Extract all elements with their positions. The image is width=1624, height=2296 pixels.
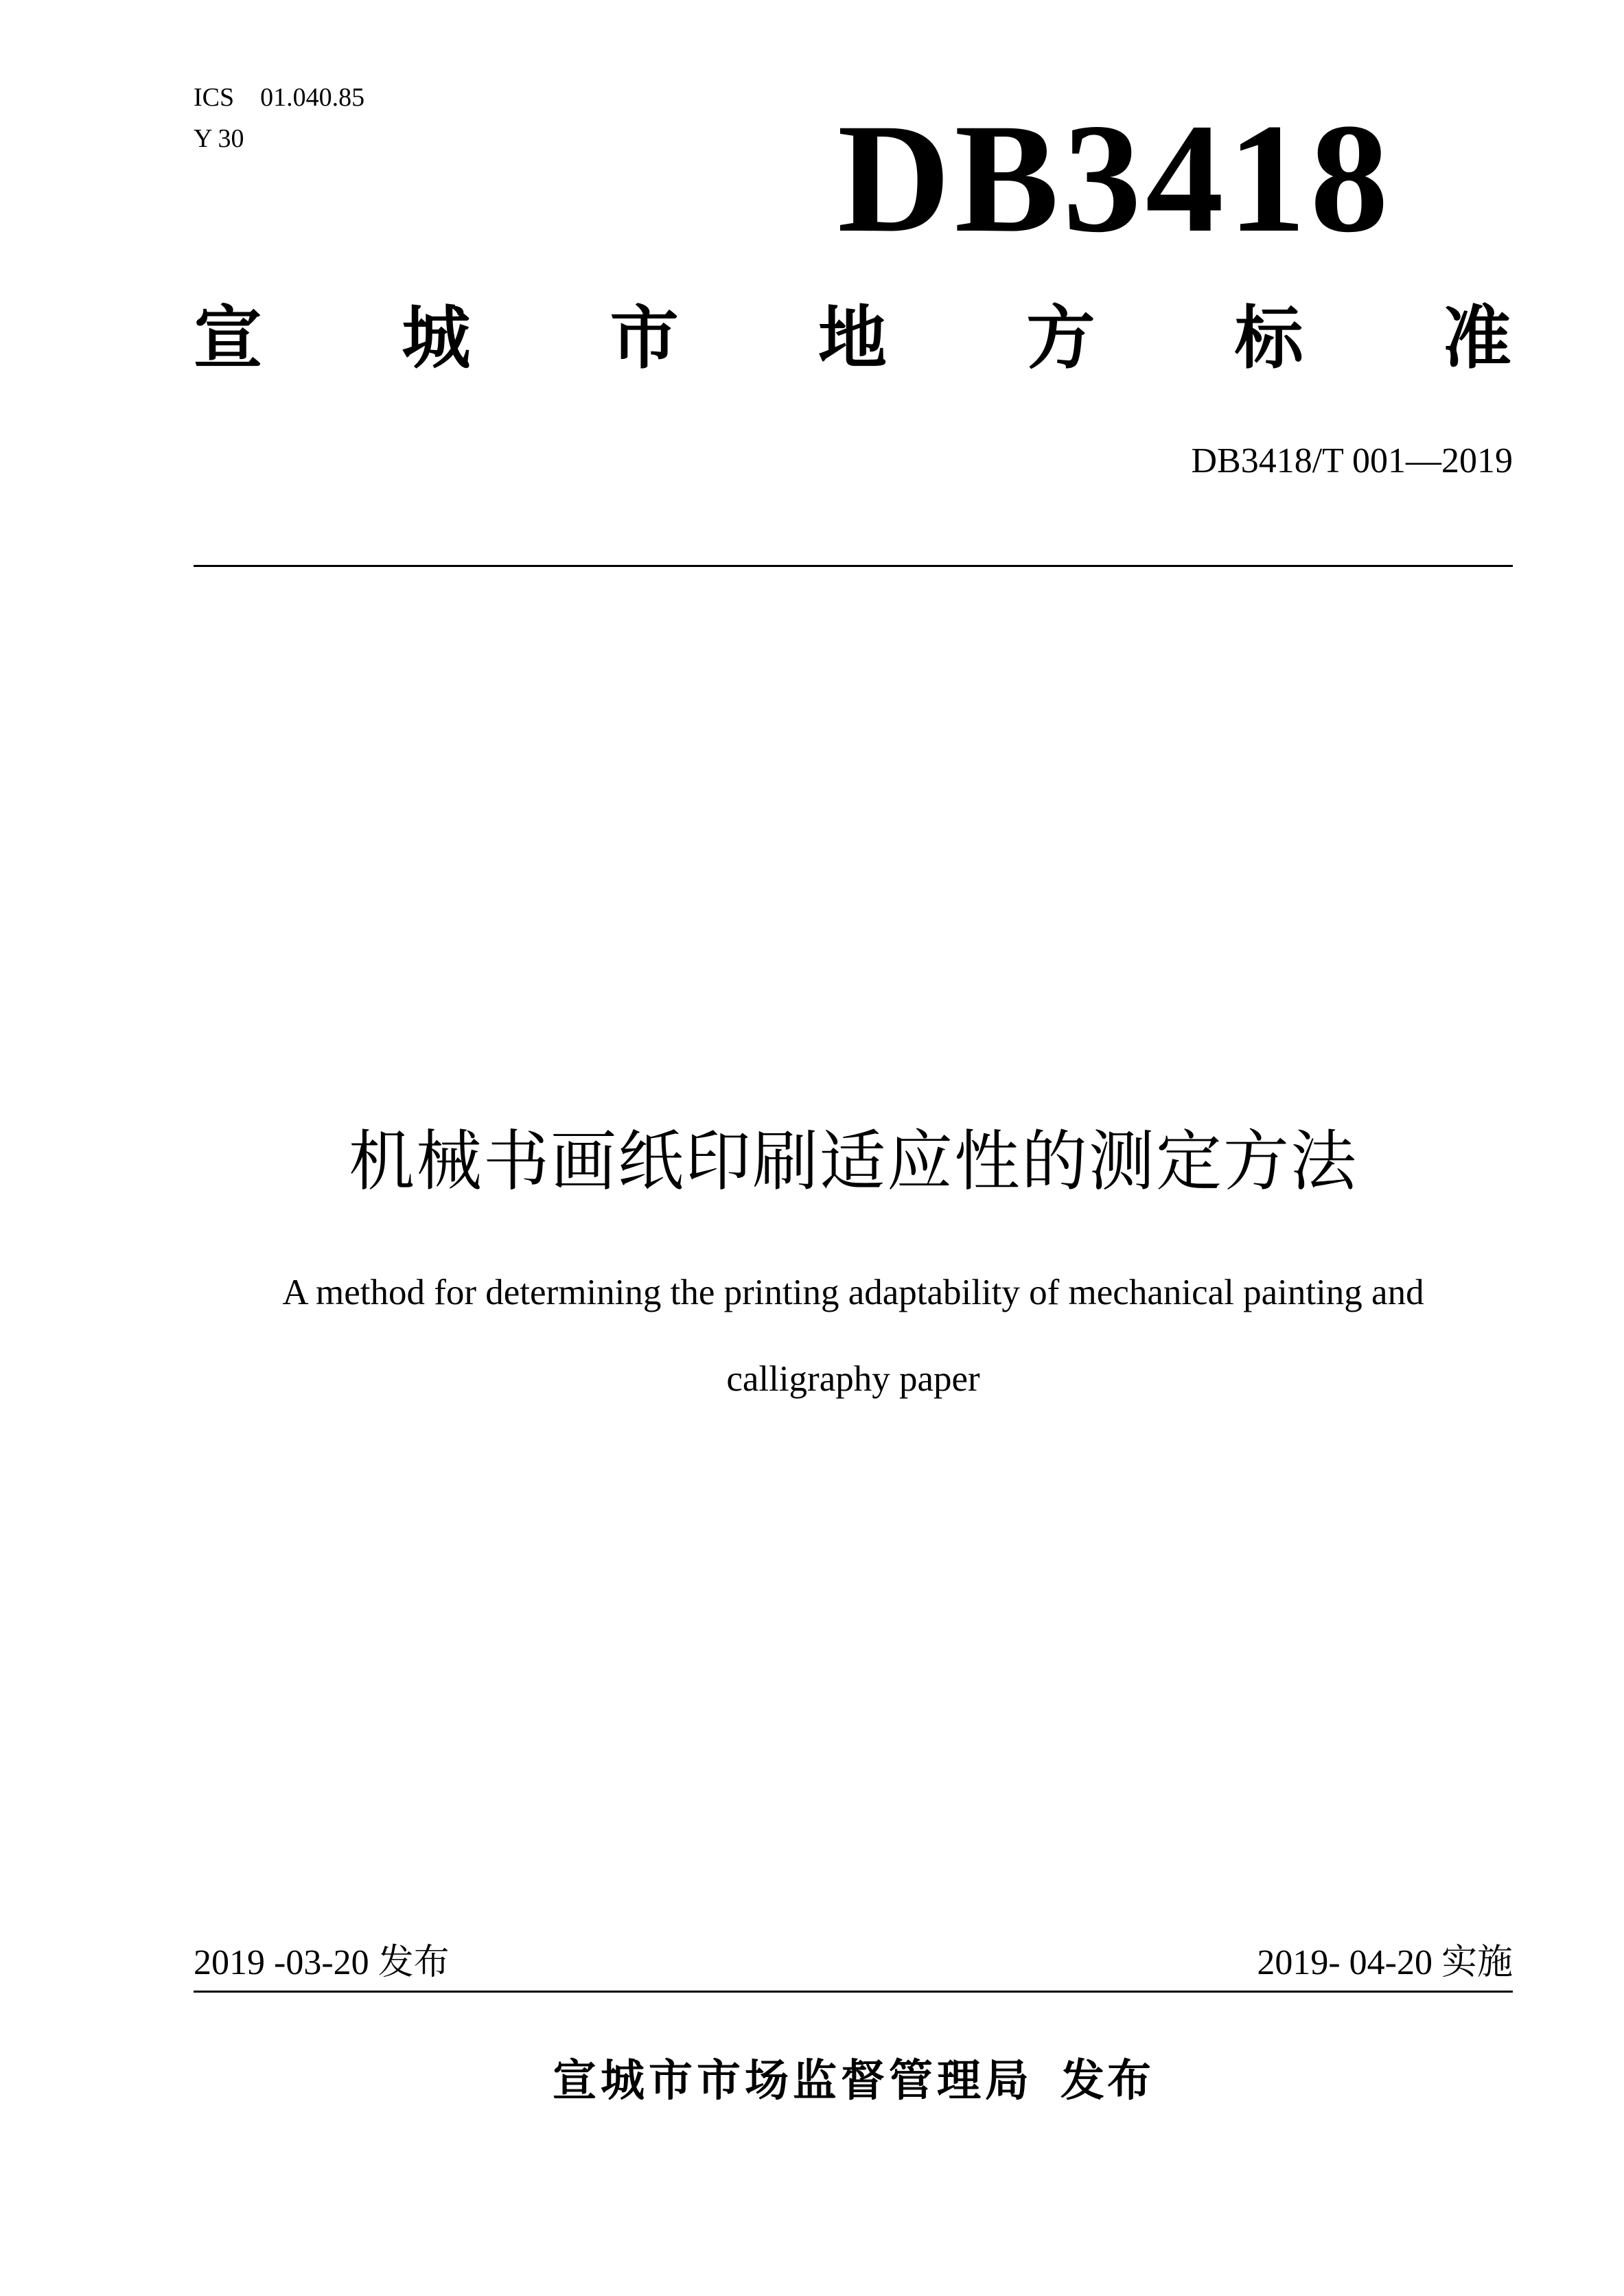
implement-date <box>1257 1940 1513 1986</box>
standard-type-char: 市 <box>610 298 679 378</box>
footer-divider <box>194 1991 1513 1993</box>
implement-date-value: 2019- 04-20 <box>1257 1943 1432 1982</box>
ccs-code: Y 30 <box>194 124 244 153</box>
title-english-line2: calligraphy paper <box>726 1359 980 1399</box>
publish-date-label: 发布 <box>378 1942 450 1983</box>
standard-type-char: 城 <box>402 298 471 378</box>
issuer-name: 宣城市市场监督管理局 <box>553 2056 1033 2107</box>
title-english-line1: A method for determining the printing adaptability of mechanical painting and <box>282 1273 1424 1312</box>
standard-type-char: 方 <box>1026 298 1095 378</box>
standard-type-heading <box>194 294 1511 383</box>
header-divider <box>194 565 1513 567</box>
ics-number: 01.040.85 <box>260 83 365 112</box>
standard-type-char: 宣 <box>194 298 262 378</box>
publish-date <box>194 1940 450 1986</box>
standard-type-char: 准 <box>1442 298 1511 378</box>
standard-mark: DB3418 <box>837 92 1393 265</box>
issuing-authority <box>194 2052 1513 2110</box>
ics-label: ICS <box>194 83 235 112</box>
implement-date-label: 实施 <box>1441 1942 1513 1983</box>
ics-code <box>194 81 364 114</box>
issuer-action: 发布 <box>1060 2056 1154 2107</box>
standard-type-char: 标 <box>1234 298 1303 378</box>
standard-number: DB3418/T 001—2019 <box>1191 441 1513 480</box>
title-chinese: 机械书画纸印刷适应性的测定方法 <box>349 1123 1358 1200</box>
publish-date-value: 2019 -03-20 <box>194 1943 369 1982</box>
standard-type-char: 地 <box>817 298 887 378</box>
